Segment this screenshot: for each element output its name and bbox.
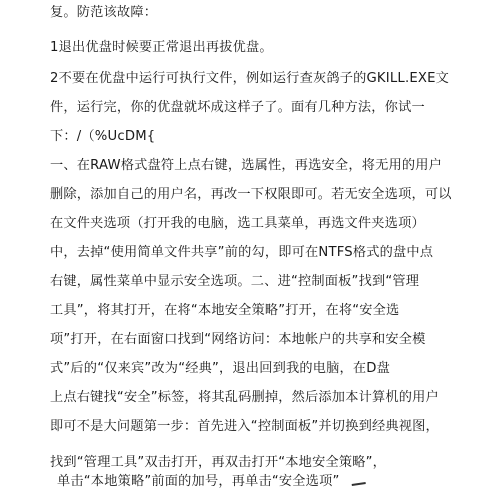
text-line-15: 即可不是大问题第一步：首先进入“控制面板”并切换到经典视图，	[50, 419, 439, 434]
text-line-9: 中，去掉“使用简单文件共享”前的勾，即可在NTFS格式的盘中点	[50, 245, 434, 260]
text-line-6: 一、在RAW格式盘符上点右键，选属性，再选安全，将无用的用户	[50, 158, 443, 173]
text-line-5: 下：/（%UcDM{	[50, 129, 156, 144]
text-line-17: 单击“本地策略”前面的加号，再单击“安全选项”	[57, 474, 340, 489]
text-line-10: 右键，属性菜单中显示安全选项。二、进“控制面板”找到“管理	[50, 274, 420, 289]
text-line-4: 件，运行完，你的优盘就坏成这样子了。面有几种方法，你试一	[50, 100, 425, 115]
text-line-11: 工具”，将其打开，在将“本地安全策略”打开，在将“安全选	[50, 303, 400, 318]
text-line-16: 找到“管理工具”双击打开，再双击打开“本地安全策略”，	[50, 455, 387, 470]
text-line-2: 1退出优盘时候要正常退出再拔优盘。	[50, 40, 273, 55]
text-line-1: 复。防范该故障：	[50, 5, 158, 20]
text-line-8: 在文件夹选项（打开我的电脑，选工具菜单，再选文件夹选项）	[50, 216, 425, 231]
text-line-13: 式”后的“仅来宾”改为“经典”，退出回到我的电脑，在D盘	[50, 361, 391, 376]
stray-mark	[352, 482, 367, 490]
text-line-14: 上点右键找“安全”标签，将其乱码删掉，然后添加本计算机的用户	[50, 390, 439, 405]
text-line-3: 2不要在优盘中运行可执行文件，例如运行查灰鸽子的GKILL.EXE文	[50, 71, 450, 86]
text-line-12: 项”打开，在右面窗口找到“网络访问：本地帐户的共享和安全模	[50, 332, 426, 347]
text-line-7: 删除，添加自己的用户名，再改一下权限即可。若无安全选项，可以	[50, 187, 452, 202]
